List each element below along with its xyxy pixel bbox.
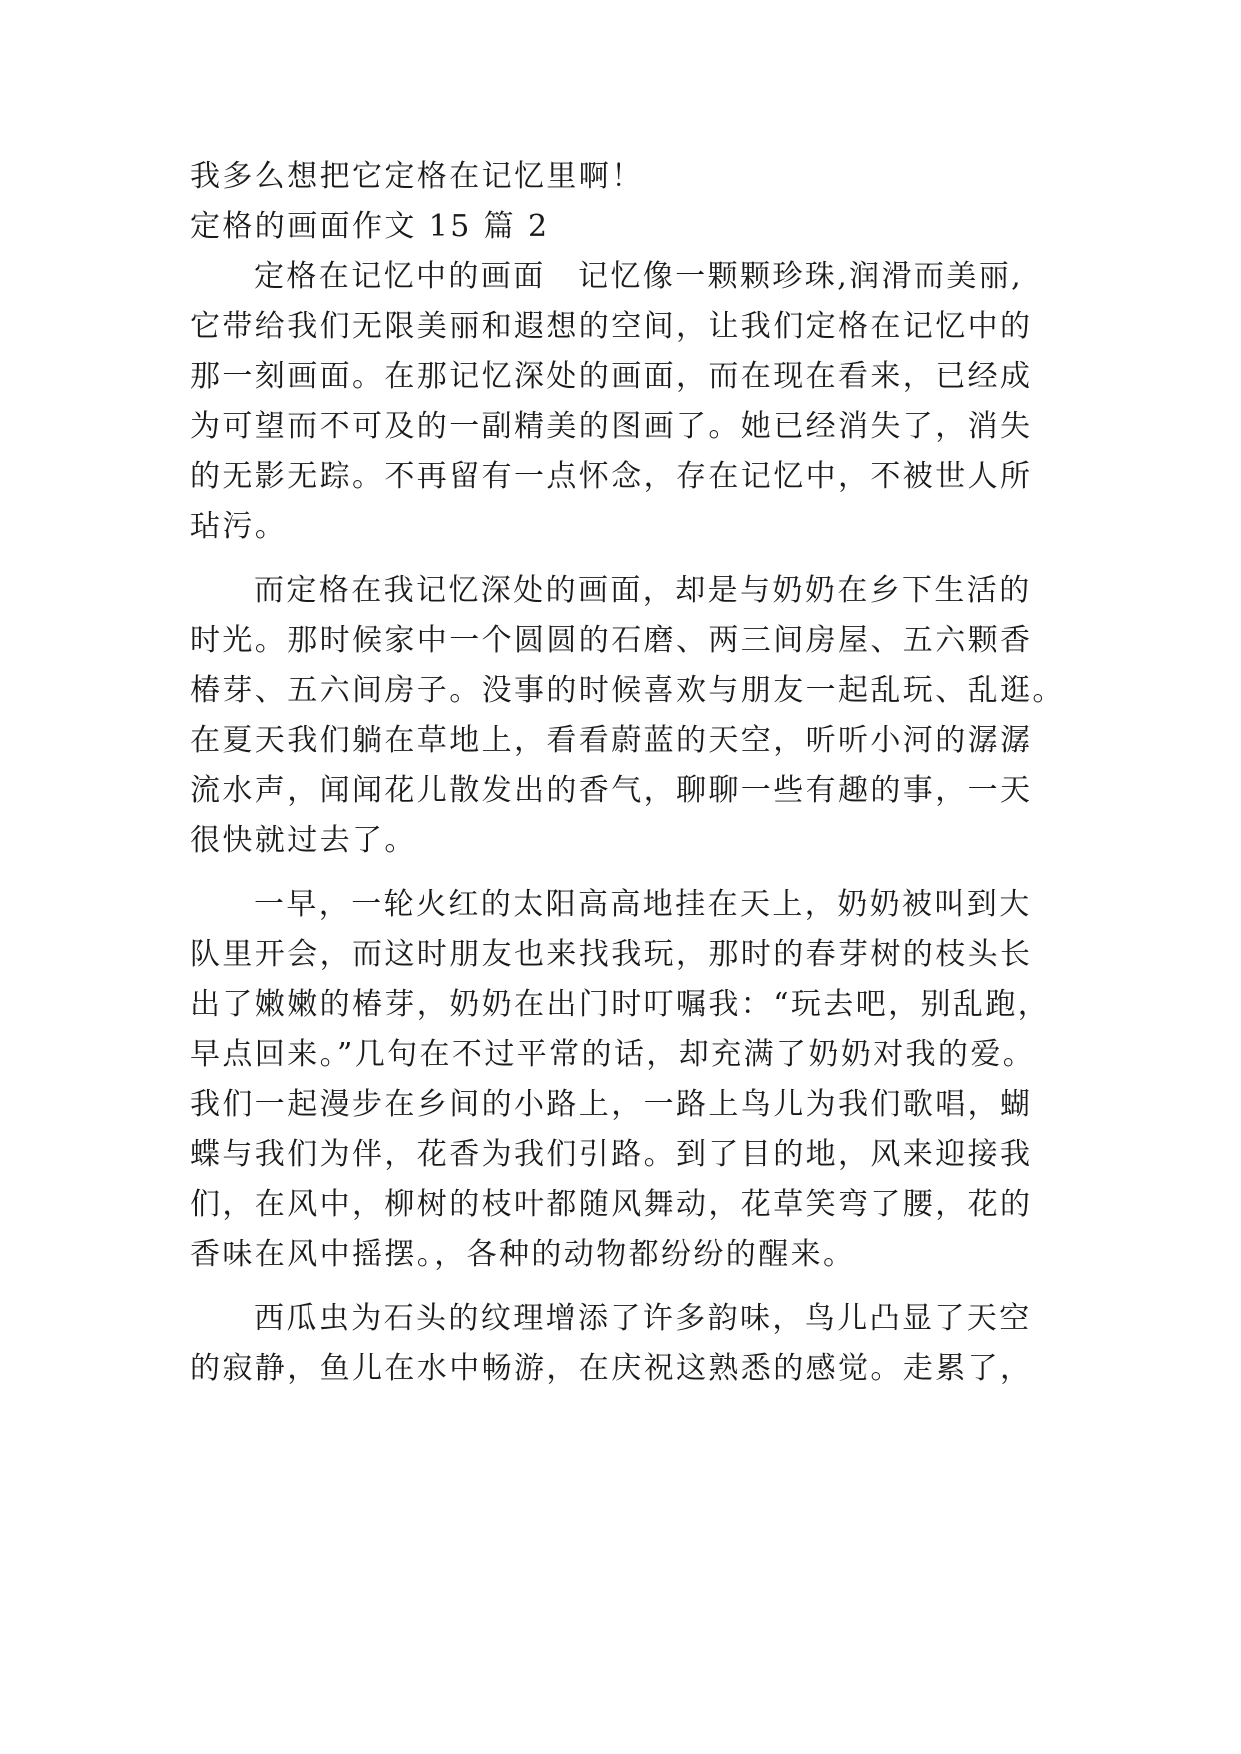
paragraph-line: 它带给我们无限美丽和遐想的空间，让我们定格在记忆中的 <box>190 309 1033 344</box>
paragraph-line: 那一刻画面。在那记忆深处的画面，而在现在看来，已经成 <box>190 359 1033 394</box>
paragraph-line: 香味在风中摇摆。，各种的动物都纷纷的醒来。 <box>190 1237 856 1272</box>
paragraph-line: 蝶与我们为伴，花香为我们引路。到了目的地，风来迎接我 <box>190 1137 1033 1172</box>
paragraph-line: 流水声，闻闻花儿散发出的香气，聊聊一些有趣的事，一天 <box>190 773 1033 808</box>
paragraph-line: 一早，一轮火红的太阳高高地挂在天上，奶奶被叫到大 <box>254 887 1032 922</box>
paragraph-line: 为可望而不可及的一副精美的图画了。她已经消失了，消失 <box>190 409 1033 444</box>
paragraph-line: 椿芽、五六间房子。没事的时候喜欢与朋友一起乱玩、乱逛。 <box>190 673 1065 708</box>
paragraph-line: 在夏天我们躺在草地上，看看蔚蓝的天空，听听小河的潺潺 <box>190 723 1033 758</box>
text-line: 我多么想把它定格在记忆里啊！ <box>190 159 644 194</box>
paragraph-line: 很快就过去了。 <box>190 823 417 858</box>
paragraph-line: 定格在记忆中的画面 记忆像一颗颗珍珠,润滑而美丽, <box>254 259 1024 294</box>
paragraph-line: 出了嫩嫩的椿芽，奶奶在出门时叮嘱我：“玩去吧，别乱跑， <box>190 987 1051 1022</box>
paragraph-line: 西瓜虫为石头的纹理增添了许多韵味，鸟儿凸显了天空 <box>254 1301 1032 1336</box>
paragraph-line: 玷污。 <box>190 509 288 544</box>
paragraph-line: 时光。那时候家中一个圆圆的石磨、两三间房屋、五六颗香 <box>190 623 1033 658</box>
paragraph-line: 的无影无踪。不再留有一点怀念，存在记忆中，不被世人所 <box>190 459 1033 494</box>
paragraph-line: 早点回来。”几句在不过平常的话，却充满了奶奶对我的爱。 <box>190 1037 1036 1072</box>
paragraph-line: 队里开会，而这时朋友也来找我玩，那时的春芽树的枝头长 <box>190 937 1033 972</box>
paragraph-line: 的寂静，鱼儿在水中畅游，在庆祝这熟悉的感觉。走累了， <box>190 1351 1033 1386</box>
paragraph-line: 们，在风中，柳树的枝叶都随风舞动，花草笑弯了腰，花的 <box>190 1187 1033 1222</box>
paragraph-line: 而定格在我记忆深处的画面，却是与奶奶在乡下生活的 <box>254 573 1032 608</box>
section-heading: 定格的画面作文 15 篇 2 <box>190 209 550 244</box>
paragraph-line: 我们一起漫步在乡间的小路上，一路上鸟儿为我们歌唱，蝴 <box>190 1087 1033 1122</box>
document-body <box>190 152 1090 1394</box>
